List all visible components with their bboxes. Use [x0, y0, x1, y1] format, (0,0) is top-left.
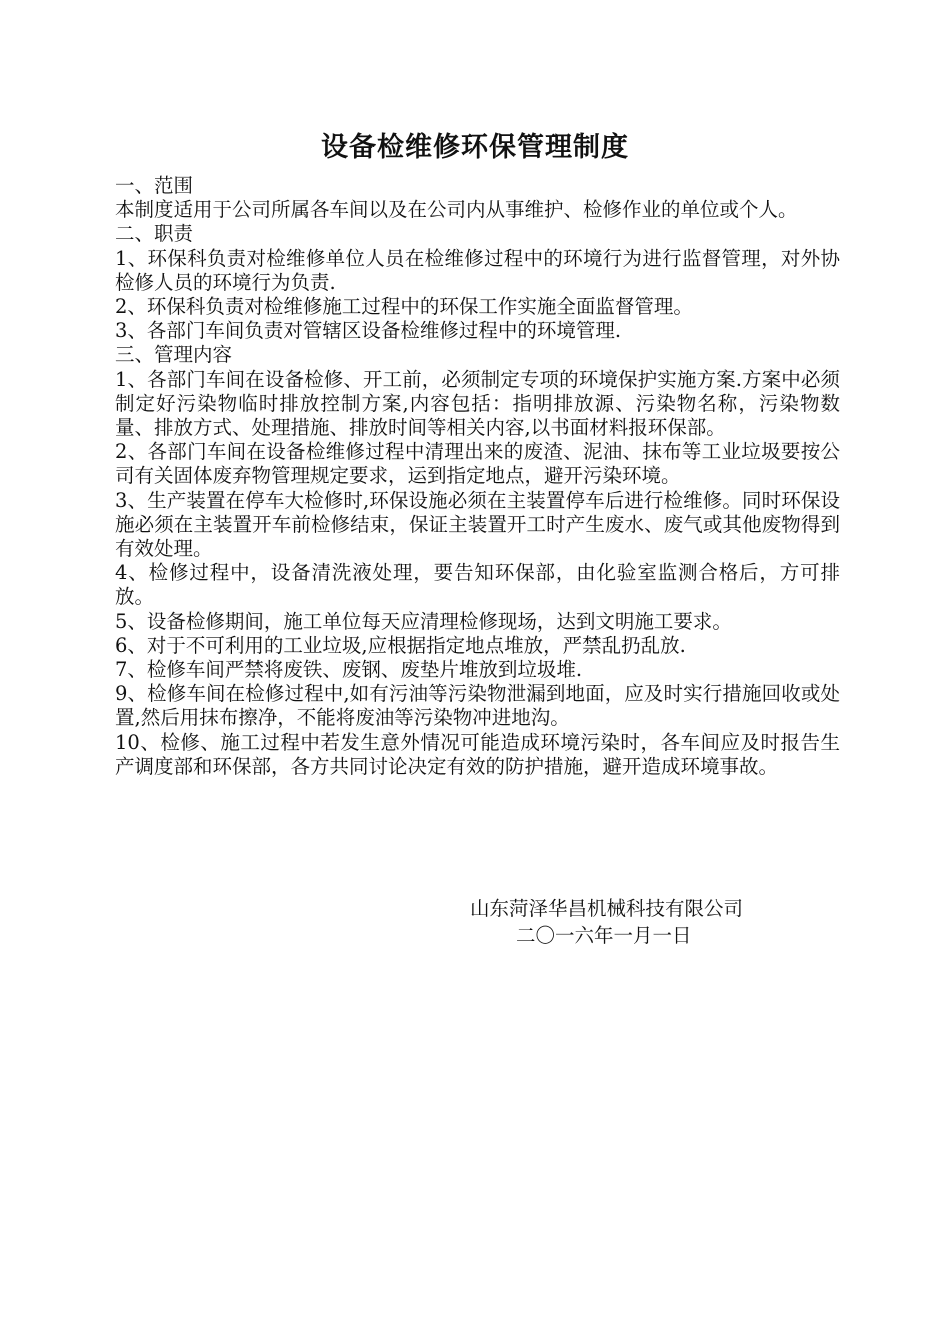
document-body	[115, 174, 840, 779]
responsibility-item-1: 1、环保科负责对检维修单位人员在检维修过程中的环境行为进行监督管理，对外协检修人员的环境行为负责.	[115, 246, 840, 294]
section-heading-scope: 一、范围	[115, 174, 194, 197]
signature-date: 二〇一六年一月一日	[516, 924, 692, 947]
management-item-3: 3、生产装置在停车大检修时,环保设施必须在主装置停车后进行检维修。同时环保设施必须在主装置开车前检修结束，保证主装置开工时产生废水、废气或其他废物得到有效处理。	[115, 488, 840, 561]
management-item-7: 7、检修车间严禁将废铁、废钢、废垫片堆放到垃圾堆.	[115, 658, 583, 682]
management-item-4: 4、检修过程中，设备清洗液处理，要告知环保部，由化验室监测合格后，方可排放。	[115, 561, 840, 609]
section-heading-management: 三、管理内容	[115, 343, 233, 367]
section-heading-responsibilities: 二、职责	[115, 222, 194, 246]
signature-company: 山东菏泽华昌机械科技有限公司	[470, 897, 744, 920]
management-item-2: 2、各部门车间在设备检维修过程中清理出来的废渣、泥油、抹布等工业垃圾要按公司有关固体废弃物管理规定要求，运到指定地点，避开污染环境。	[115, 440, 840, 488]
management-item-5: 5、设备检修期间，施工单位每天应清理检修现场，达到文明施工要求。	[115, 609, 732, 633]
scope-paragraph: 本制度适用于公司所属各车间以及在公司内从事维护、检修作业的单位或个人。	[115, 198, 798, 222]
document-title: 设备检维修环保管理制度	[321, 132, 629, 163]
management-item-6: 6、对于不可利用的工业垃圾,应根据指定地点堆放，严禁乱扔乱放.	[115, 633, 686, 657]
responsibility-item-2: 2、环保科负责对检维修施工过程中的环保工作实施全面监督管理。	[115, 295, 693, 319]
management-item-1: 1、各部门车间在设备检修、开工前，必须制定专项的环境保护实施方案.方案中必须制定好污染物临时排放控制方案,内容包括：指明排放源、污染物名称，污染物数量、排放方式、处理措施、排放时间等相关内容,以书面材料报环保部。	[115, 367, 840, 440]
responsibility-item-3: 3、各部门车间负责对管辖区设备检维修过程中的环境管理.	[115, 319, 622, 343]
management-item-10: 10、检修、施工过程中若发生意外情况可能造成环境污染时，各车间应及时报告生产调度部和环保部，各方共同讨论决定有效的防护措施，避开造成环境事故。	[115, 730, 840, 778]
management-item-9: 9、检修车间在检修过程中,如有污油等污染物泄漏到地面，应及时实行措施回收或处置,然后用抹布擦净，不能将废油等污染物冲进地沟。	[115, 682, 840, 730]
